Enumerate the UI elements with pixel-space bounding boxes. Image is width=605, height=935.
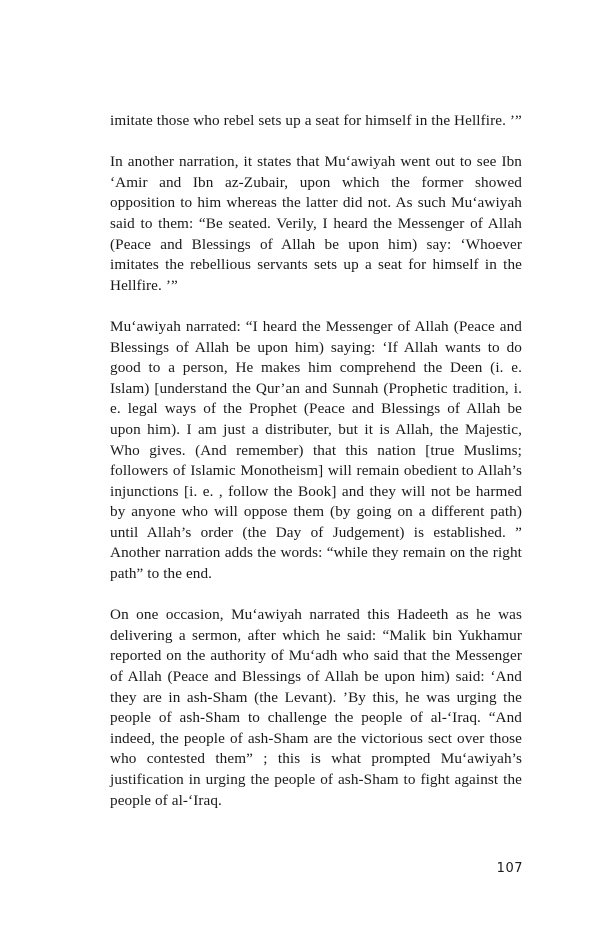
paragraph-continuation: imitate those who rebel sets up a seat for himself in the Hellfire. ’” <box>110 112 522 129</box>
paragraph-another-narration: In another narration, it states that Mu‘awiyah went out to see Ibn ‘Amir and Ibn az-Zubair, upon which the former showed opposition to him whereas the latter did not. As such Mu‘awiyah said to them: “Be seated. Verily, I heard the Messenger of Allah (Peace and Blessings of Allah be upon him) say: ‘Whoever imitates the rebellious servants sets up a seat for himself in the Hellfire. ’” <box>110 153 522 294</box>
page-number: 107 <box>496 861 523 876</box>
page-body <box>110 111 522 832</box>
paragraph-muawiyah-narrated: Mu‘awiyah narrated: “I heard the Messenger of Allah (Peace and Blessings of Allah be upon him) saying: ‘If Allah wants to do good to a person, He makes him comprehend the Deen (i. e. Islam) [understand the Qur’an and Sunnah (Prophetic tradition, i. e. legal ways of the Prophet (Peace and Blessings of Allah be upon him). I am just a distributer, but it is Allah, the Majestic, Who gives. (And remember) that this nation [true Muslims; followers of Islamic Monotheism] will remain obedient to Allah’s injunctions [i. e. , follow the Book] and they will not be harmed by anyone who will oppose them (by going on a different path) until Allah’s order (the Day of Judgement) is established. ” Another narration adds the words: “while they remain on the right path” to the end. <box>110 317 522 583</box>
paragraph-one-occasion: On one occasion, Mu‘awiyah narrated this Hadeeth as he was delivering a sermon, after which he said: “Malik bin Yukhamur reported on the authority of Mu‘adh who said that the Messenger of Allah (Peace and Blessings of Allah be upon him) said: ‘And they are in ash-Sham (the Levant). ’By this, he was urging the people of ash-Sham to challenge the people of al-‘Iraq. “And indeed, the people of ash-Sham are the victorious sect over those who contested them” ; this is what prompted Mu‘awiyah’s justification in urging the people of ash-Sham to fight against the people of al-‘Iraq. <box>110 606 522 809</box>
